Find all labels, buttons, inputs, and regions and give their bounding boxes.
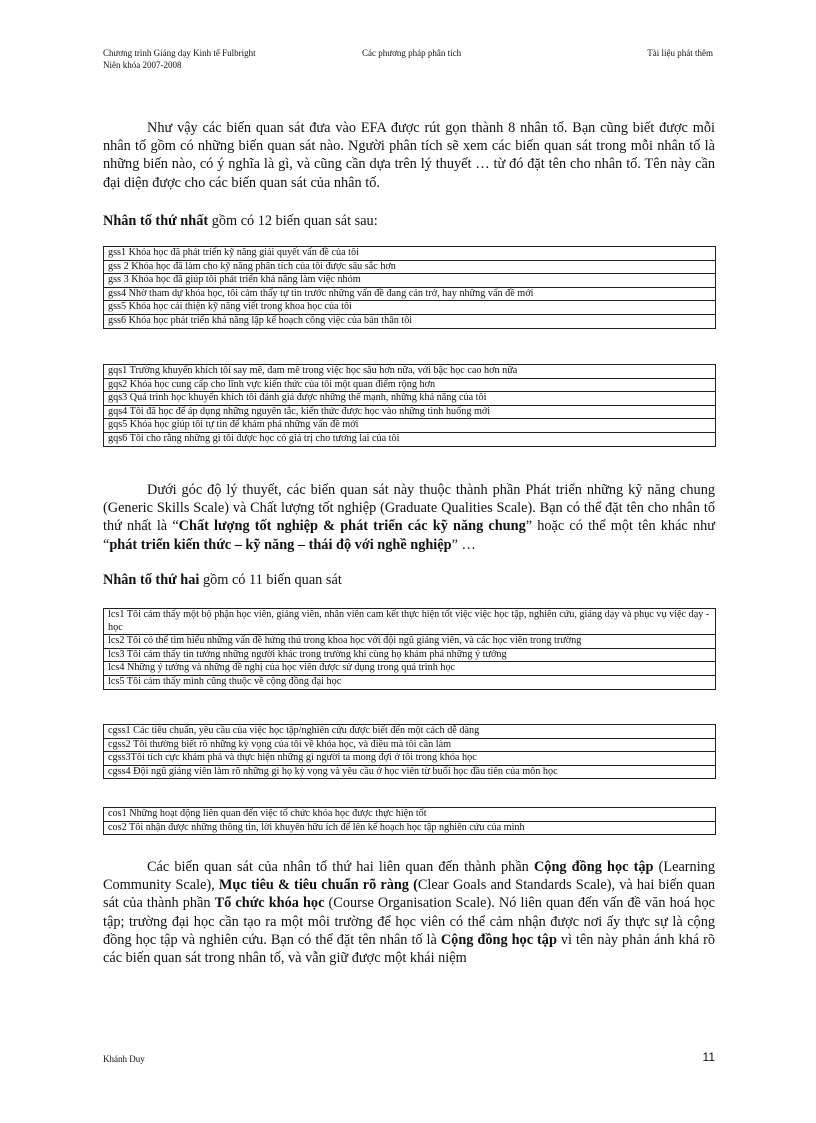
table-row xyxy=(104,378,716,392)
table-cell: gss 3 Khóa học đã giúp tôi phát triển khả năng làm việc nhóm xyxy=(104,274,716,288)
intro-section xyxy=(103,119,715,192)
table-row xyxy=(104,765,716,779)
factor1-discussion-paragraph xyxy=(103,481,715,554)
discussion-text: (Learning Community Scale), xyxy=(103,859,715,894)
table-cell: gss4 Nhờ tham dự khóa học, tôi cảm thấy tự tin trước những vấn đề đang cản trở, hay những vấn đề mới xyxy=(104,287,716,301)
factor1-heading xyxy=(103,212,715,230)
component-name: Tổ chức khóa học xyxy=(214,895,325,912)
table-row xyxy=(104,609,716,635)
lcs-table xyxy=(103,608,716,690)
table-row xyxy=(104,365,716,379)
discussion-text: Các biến quan sát của nhân tố thứ hai liên quan đến thành phần xyxy=(147,859,534,875)
header-program: Chương trình Giảng dạy Kinh tế Fulbright xyxy=(103,48,256,58)
discussion-text: vì tên này phản ánh khá rõ các biến quan sát trong nhân tố, và vẫn giữ được một khái niệm xyxy=(103,931,715,967)
table-row xyxy=(104,301,716,315)
table-cell: cgss1 Các tiêu chuẩn, yêu cầu của việc học tập/nghiên cứu được biết đến một cách dễ dàng xyxy=(104,725,716,739)
table-row xyxy=(104,419,716,433)
table-cell: gqs3 Quá trình học khuyến khích tôi đánh giá được những thế mạnh, những khả năng của tôi xyxy=(104,392,716,406)
table-cell: cgss4 Đội ngũ giảng viên làm rõ những gì họ kỳ vọng và yêu cầu ở học viên từ buổi học đầu tiên của môn học xyxy=(104,765,716,779)
gqs-table xyxy=(103,364,716,447)
table-row xyxy=(104,274,716,288)
discussion-text: Dưới góc độ lý thuyết, các biến quan sát này thuộc thành phần Phát triển những kỹ năng chung (Generic Skills Scale) và Chất lượng tốt nghiệp (Graduate Qualities Scale). Bạn có thể đặt tên cho nhân tố thứ nhất là “ xyxy=(103,482,715,535)
header-doc-type: Tài liệu phát thêm xyxy=(647,48,713,58)
discussion-text: Clear Goals and Standards Scale), và hai biến quan sát của thành phần xyxy=(103,877,715,912)
table-row xyxy=(104,314,716,328)
factor2-name: Cộng đồng học tập xyxy=(440,931,557,948)
table-cell: cos2 Tôi nhận được những thông tin, lời khuyên hữu ích để lên kế hoạch học tập nghiên cứu của mình xyxy=(104,821,716,835)
factor2-title: Nhân tố thứ hai xyxy=(103,572,200,588)
factor1-name-option1: Chất lượng tốt nghiệp & phát triển các kỹ năng chung xyxy=(178,518,526,535)
intro-paragraph: Như vậy các biến quan sát đưa vào EFA được rút gọn thành 8 nhân tố. Bạn cũng biết được mỗi nhân tố gồm có những biến quan sát nào. Người phân tích sẽ xem các biến quan sát trong mỗi nhân tố là những biến nào, có ý nghĩa là gì, và cũng cần dựa trên lý thuyết … từ đó đặt tên cho nhân tố. Tên này cần đại diện được cho các biến quan sát của nhân tố. xyxy=(103,120,715,191)
table-row xyxy=(104,752,716,766)
factor1-suffix: gồm có 12 biến quan sát sau: xyxy=(208,213,378,229)
table-cell: cgss2 Tôi thường biết rõ những kỳ vọng của tôi về khóa học, và điều mà tôi cần làm xyxy=(104,738,716,752)
table-row xyxy=(104,662,716,676)
factor2-discussion-paragraph xyxy=(103,858,715,967)
table-cell: gss1 Khóa học đã phát triển kỹ năng giải quyết vấn đề của tôi xyxy=(104,247,716,261)
table-row xyxy=(104,635,716,649)
table-cell: lcs3 Tôi cảm thấy tin tưởng những người khác trong trường khi cùng họ khám phá những ý tưởng xyxy=(104,648,716,662)
factor1-title: Nhân tố thứ nhất xyxy=(103,213,209,229)
table-cell: cgss3Tôi tích cực khám phá và thực hiện những gì người ta mong đợi ở tôi trong khóa học xyxy=(104,752,716,766)
table-cell: gqs1 Trường khuyến khích tôi say mê, đam mê trong việc học sâu hơn nữa, với bậc học cao hơn nữa xyxy=(104,365,716,379)
table-row xyxy=(104,260,716,274)
table-cell: lcs5 Tôi cảm thấy mình cũng thuộc về cộng đồng đại học xyxy=(104,675,716,689)
factor1-name-option2: phát triển kiến thức – kỹ năng – thái độ với nghề nghiệp xyxy=(109,536,452,553)
table-row xyxy=(104,738,716,752)
table-cell: gqs6 Tôi cho rằng những gì tôi được học có giá trị cho tương lai của tôi xyxy=(104,432,716,446)
table-cell: cos1 Những hoạt động liên quan đến việc tổ chức khóa học được thực hiện tốt xyxy=(104,808,716,822)
factor2-heading xyxy=(103,571,715,589)
table-cell: gss6 Khóa học phát triển khả năng lập kế hoạch công việc của bản thân tôi xyxy=(104,314,716,328)
component-name: Cộng đồng học tập xyxy=(533,859,654,875)
table-row xyxy=(104,392,716,406)
cgss-table xyxy=(103,724,716,779)
page-number: 11 xyxy=(702,1050,715,1064)
table-cell: gqs5 Khóa học giúp tôi tự tin để khám phá những vấn đề mới xyxy=(104,419,716,433)
table-cell: gss 2 Khóa học đã làm cho kỹ năng phân tích của tôi được sâu sắc hơn xyxy=(104,260,716,274)
footer-author: Khánh Duy xyxy=(103,1054,145,1064)
table-row xyxy=(104,808,716,822)
factor2-suffix: gồm có 11 biến quan sát xyxy=(199,572,342,588)
table-row xyxy=(104,821,716,835)
cos-table xyxy=(103,807,716,835)
table-cell: lcs1 Tôi cảm thấy một bộ phận học viên, giảng viên, nhân viên cam kết thực hiện tốt việc việc học tập, nghiên cứu, giảng dạy và phục vụ việc dạy - học xyxy=(104,609,716,635)
table-row xyxy=(104,725,716,739)
discussion-text: ” … xyxy=(451,536,476,553)
table-cell: gss5 Khóa học cải thiện kỹ năng viết trong khoa học của tôi xyxy=(104,301,716,315)
table-row xyxy=(104,675,716,689)
gss-table xyxy=(103,246,716,329)
table-cell: lcs4 Những ý tưởng và những đề nghị của học viên được sử dụng trong quá trình học xyxy=(104,662,716,676)
table-row xyxy=(104,405,716,419)
table-cell: gqs2 Khóa học cung cấp cho lĩnh vực kiến thức của tôi một quan điểm rộng hơn xyxy=(104,378,716,392)
factor1-discussion xyxy=(103,481,715,554)
header-course: Các phương pháp phân tích xyxy=(362,48,462,58)
factor2-discussion xyxy=(103,858,715,967)
table-row xyxy=(104,432,716,446)
component-name: Mục tiêu & tiêu chuẩn rõ ràng ( xyxy=(218,877,418,894)
table-row xyxy=(104,648,716,662)
discussion-text: (Course Organisation Scale). Nó liên quan đến vấn đề văn hoá học tập; trường đại học cần tạo ra một môi trường để học viên có thể cảm nhận được nơi ấy thực sự là cộng đồng học tập và nghiên cứu. Bạn có thể đặt tên nhân tố là xyxy=(103,895,716,948)
table-cell: lcs2 Tôi có thể tìm hiểu những vấn đề hứng thú trong khoa học với đội ngũ giảng viên, và các học viên trong trường xyxy=(104,635,716,649)
table-row xyxy=(104,247,716,261)
table-cell: gqs4 Tôi đã học để áp dụng những nguyên tắc, kiến thức được học vào những tình huống mới xyxy=(104,405,716,419)
table-row xyxy=(104,287,716,301)
header-year: Niên khóa 2007-2008 xyxy=(103,60,182,70)
discussion-text: ” hoặc có thể một tên khác như “ xyxy=(103,518,715,553)
